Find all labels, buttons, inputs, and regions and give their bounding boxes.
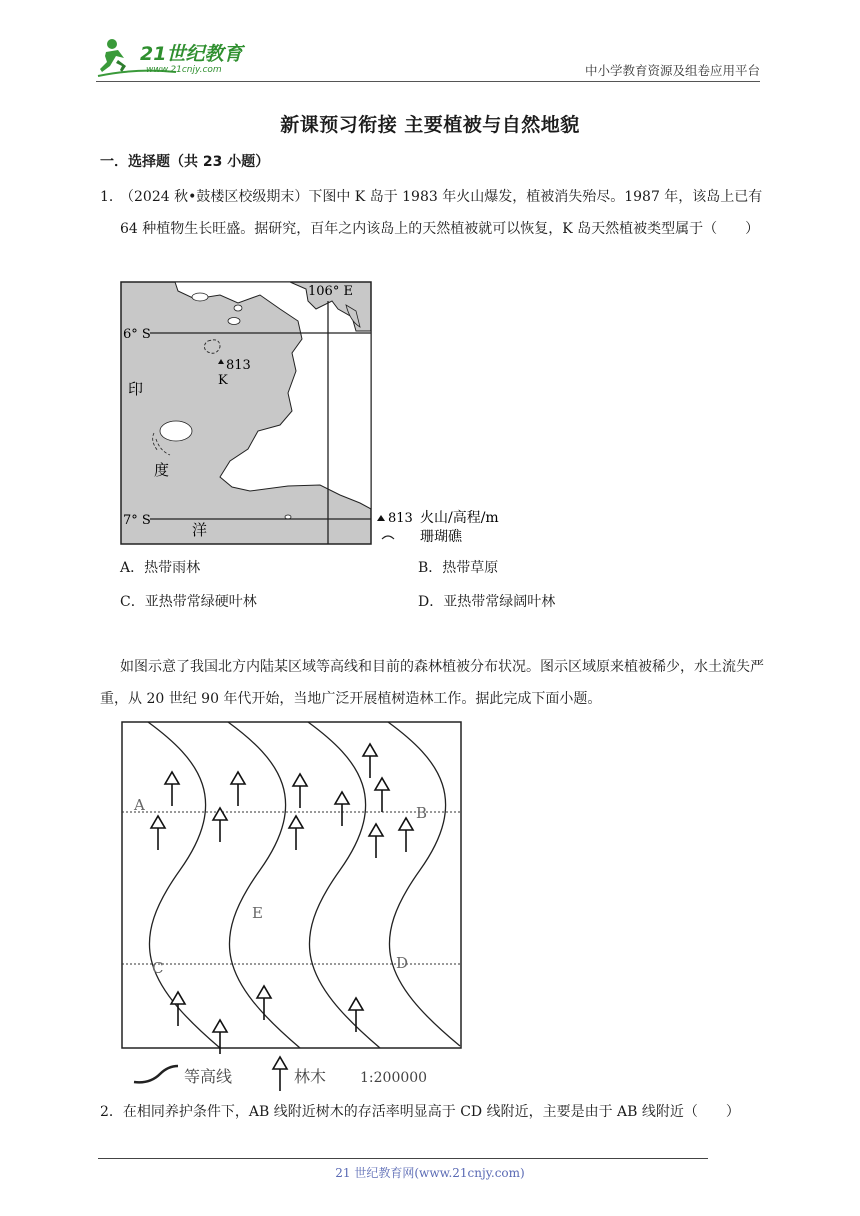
question-2: 2．在相同养护条件下，AB 线附近树木的存活率明显高于 CD 线附近，主要是由于 AB 线附近（ ） xyxy=(100,1104,740,1120)
logo-url: www.21cnjy.com xyxy=(146,65,222,75)
legend-contour-icon xyxy=(134,1066,178,1082)
platform-name: 中小学教育资源及组卷应用平台 xyxy=(584,63,760,78)
point-d-label: D xyxy=(396,954,409,972)
lat-6s-label: 6° S xyxy=(123,327,151,342)
option-d[interactable]: D．亚热带常绿阔叶林 xyxy=(418,594,556,610)
contour-forest-figure xyxy=(120,720,520,1092)
scale-label: 1:200000 xyxy=(360,1070,428,1086)
page-title: 新课预习衔接 主要植被与自然地貌 xyxy=(280,114,580,136)
intro-passage: 如图示意了我国北方内陆某区域等高线和目前的森林植被分布状况。图示区域原来植被稀少，水土流失严重，从 20 世纪 90 年代开始，当地广泛开展植树造林工作。据此完成下面小题。 xyxy=(100,659,764,707)
k-island-map xyxy=(120,281,520,551)
section-heading: 一．选择题（共 23 小题） xyxy=(100,154,270,170)
option-b[interactable]: B．热带草原 xyxy=(418,560,499,576)
sea-char-yang: 洋 xyxy=(192,521,208,539)
option-a[interactable]: A．热带雨林 xyxy=(120,560,201,576)
legend-volcano-text: 火山/高程/m xyxy=(420,510,499,526)
volcano-height: 813 xyxy=(226,358,251,373)
point-e-label: E xyxy=(252,904,263,922)
longitude-label: 106° E xyxy=(308,284,353,299)
sea-char-du: 度 xyxy=(154,461,170,479)
legend-reef-icon xyxy=(382,536,394,539)
footer-text[interactable]: 21 世纪教育网(www.21cnjy.com) xyxy=(335,1166,525,1180)
legend-contour-text: 等高线 xyxy=(184,1067,233,1086)
question-1-number: 1． xyxy=(100,189,123,205)
logo-text: 21世纪教育 xyxy=(140,43,243,65)
question-1 xyxy=(100,181,772,245)
point-c-label: C xyxy=(152,959,164,977)
legend-tree-icon xyxy=(273,1057,287,1091)
question-1-text: （2024 秋•鼓楼区校级期末）下图中 K 岛于 1983 年火山爆发，植被消失殆尽。1987 年，该岛上已有 64 种植物生长旺盛。据研究，百年之内该岛上的天然植被就可以恢复，K 岛天然植被类型属于（ ） xyxy=(120,189,763,237)
footer-divider xyxy=(98,1158,708,1159)
lat-7s-label: 7° S xyxy=(123,513,151,528)
site-logo xyxy=(96,32,266,82)
k-island-label: K xyxy=(218,373,228,388)
legend-tree-text: 林木 xyxy=(294,1067,327,1086)
option-c[interactable]: C．亚热带常绿硬叶林 xyxy=(120,594,257,610)
point-a-label: A xyxy=(134,796,145,814)
runner-logo-icon xyxy=(96,32,266,82)
legend-reef-text: 珊瑚礁 xyxy=(420,529,462,545)
legend-volcano-value: 813 xyxy=(388,511,413,526)
legend-volcano-icon xyxy=(377,515,385,521)
island-shape xyxy=(160,421,192,441)
point-b-label: B xyxy=(416,804,428,822)
sea-char-yin: 印 xyxy=(128,380,144,398)
header-divider xyxy=(96,81,760,82)
